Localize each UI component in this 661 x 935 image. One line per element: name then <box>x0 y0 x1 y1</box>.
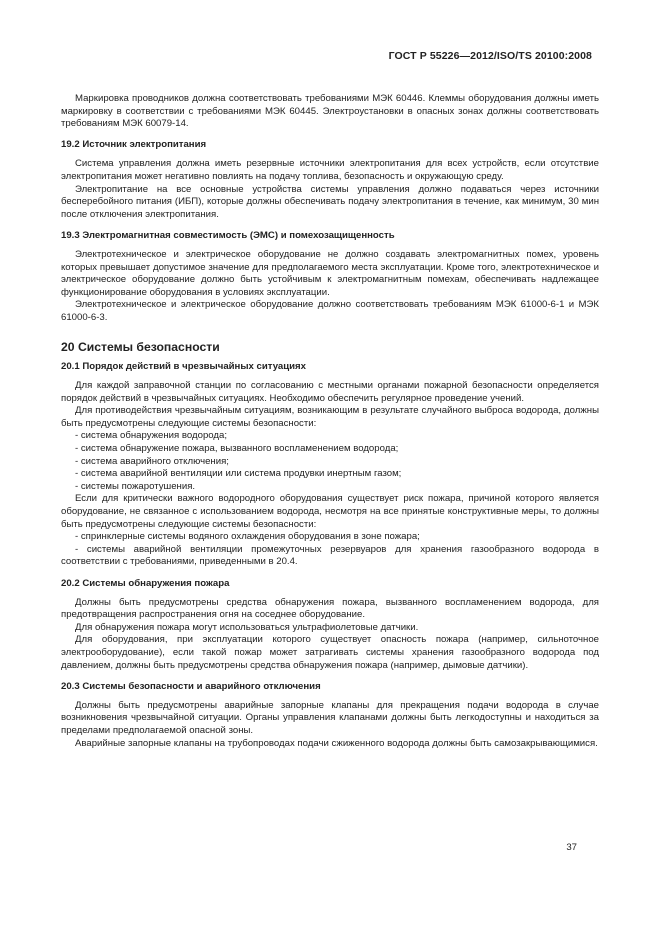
paragraph: Для обнаружения пожара могут использоваться ультрафиолетовые датчики. <box>75 621 419 633</box>
paragraph: Для оборудования, при эксплуатации которого существует опасность пожара (например, сильноточное электрооборудование), если такой пожар может затрагивать системы хранения газообразного водорода под давлением, должны быть предусмотрены средства обнаружения пожара (например, дымовые датчики). <box>61 634 599 671</box>
list-item: - система обнаружение пожара, вызванного воспламенением водорода; <box>75 443 399 455</box>
list-item: - системы пожаротушения. <box>75 480 196 492</box>
paragraph: Электротехническое и электрическое оборудование должно соответствовать требованиям МЭК 61000-6-1 и МЭК 61000-6-3. <box>61 299 599 323</box>
list-item: - системы аварийной вентиляции промежуточных резервуаров для хранения газообразного водорода в соответствии с требованиями, приведенными в 20.4. <box>61 543 599 568</box>
paragraph: Электротехническое и электрическое оборудование не должно создавать электромагнитных помех, уровень которых превышает допустимое значение для предполагаемого места эксплуатации. Кроме того, электротехническое и электрическое оборудование должно быть устойчивым к электромагнитным помехам, обеспечивать надлежащее функционирование оборудования в условиях эксплуатации. <box>61 248 599 298</box>
section-20-heading: 20 Системы безопасности <box>61 339 220 354</box>
paragraph: Электропитание на все основные устройства системы управления должно подаваться через источники бесперебойного питания (ИБП), которые должны обеспечивать подачу электропитания в течение, как минимум, 30 мин после отключения электропитания. <box>61 183 599 220</box>
paragraph: Должны быть предусмотрены средства обнаружения пожара, вызванного воспламенением водорода, для предотвращения распространения огня на соседнее оборудование. <box>61 596 599 621</box>
intro-paragraph: Маркировка проводников должна соответствовать требованиями МЭК 60446. Клеммы оборудования должны иметь маркировку в соответствии с требованиями МЭК 60445. Электроустановки в опасных зонах должны соответствовать требованиям МЭК 60079-14. <box>61 93 599 130</box>
standard-code-header: ГОСТ Р 55226—2012/ISO/TS 20100:2008 <box>388 50 592 62</box>
list-item: - система аварийной вентиляции или система продувки инертным газом; <box>75 468 402 480</box>
paragraph: Если для критически важного водородного оборудования существует риск пожара, причиной которого является оборудование, не связанное с использованием водорода, несмотря на все принятые конструктивные меры, то должны быть предусмотрены следующие системы безопасности: <box>61 493 599 530</box>
page-number: 37 <box>566 842 577 853</box>
section-20-1-heading: 20.1 Порядок действий в чрезвычайных ситуациях <box>61 361 306 372</box>
section-20-2-heading: 20.2 Системы обнаружения пожара <box>61 577 230 589</box>
paragraph: Для каждой заправочной станции по согласованию с местными органами пожарной безопасности определяется порядок действий в чрезвычайных ситуациях. Необходимо обеспечить регулярное проведение учений. <box>61 380 599 404</box>
paragraph: Аварийные запорные клапаны на трубопроводах подачи сжиженного водорода должны быть самозакрывающимися. <box>75 737 598 749</box>
section-19-3-heading: 19.3 Электромагнитная совместимость (ЭМС) и помехозащищенность <box>61 229 395 241</box>
paragraph: Для противодействия чрезвычайным ситуациям, возникающим в результате случайного выброса водорода, должны быть предусмотрены следующие системы безопасности: <box>61 405 599 429</box>
paragraph: Должны быть предусмотрены аварийные запорные клапаны для прекращения подачи водорода в случае возникновения чрезвычайной ситуации. Органы управления клапанами должны быть легкодоступны и находиться за пределами предполагаемой опасной зоны. <box>61 699 599 736</box>
list-item: - система аварийного отключения; <box>75 455 229 467</box>
document-body <box>61 93 599 750</box>
section-20-3-heading: 20.3 Системы безопасности и аварийного отключения <box>61 680 321 692</box>
paragraph: Система управления должна иметь резервные источники электропитания для всех устройств, если отсутствие электропитания может негативно повлиять на подачу топлива, безопасность и окружающую среду. <box>61 158 599 182</box>
list-item: - система обнаружения водорода; <box>75 430 228 442</box>
section-19-2-heading: 19.2 Источник электропитания <box>61 139 207 151</box>
list-item: - спринклерные системы водяного охлаждения оборудования в зоне пожара; <box>75 531 420 543</box>
